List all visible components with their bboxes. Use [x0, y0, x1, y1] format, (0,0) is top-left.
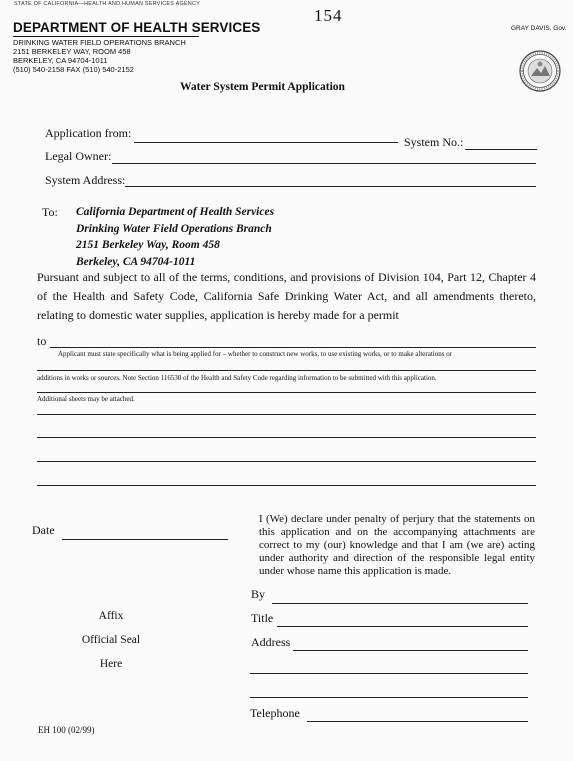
official-seal-area — [56, 604, 166, 676]
permit-purpose-line-4[interactable] — [37, 414, 536, 415]
title-label: Title — [251, 611, 274, 625]
to-label: To: — [42, 205, 58, 219]
application-from-label: Application from: — [45, 126, 132, 140]
state-seal-icon — [519, 50, 561, 92]
permit-purpose-line-6[interactable] — [37, 461, 536, 462]
recipient-address — [76, 204, 274, 270]
form-number: EH 100 (02/99) — [38, 725, 95, 735]
address-field-line-1[interactable] — [293, 650, 528, 651]
legal-owner-label: Legal Owner: — [45, 149, 112, 163]
telephone-field[interactable] — [307, 721, 528, 722]
perjury-declaration: I (We) declare under penalty of perjury that the statements on this application and on the accompanying attachments are correct to my (our) knowledge and that I am (we are) acting under authority and direction of the responsible legal entity under whose name this application is made. — [259, 513, 535, 577]
date-field[interactable] — [62, 539, 228, 540]
title-field[interactable] — [277, 626, 528, 627]
recipient-line-3: 2151 Berkeley Way, Room 458 — [76, 239, 220, 251]
address-field-line-3[interactable] — [250, 697, 528, 698]
application-from-field[interactable] — [134, 142, 398, 143]
to-word: to — [37, 334, 47, 348]
date-label: Date — [32, 523, 55, 537]
application-statement: Pursuant and subject to all of the terms, conditions, and provisions of Division 104, Part 12, Chapter 4 of the Health and Safety Code, California Safe Drinking Water Act, and all amendments thereto, relating to domestic water supplies, application is hereby made for a permit — [37, 270, 536, 322]
address-line-street: 2151 BERKELEY WAY, ROOM 458 — [13, 47, 131, 56]
by-field[interactable] — [272, 603, 528, 604]
recipient-line-2: Drinking Water Field Operations Branch — [76, 222, 272, 235]
department-title: DEPARTMENT OF HEALTH SERVICES — [13, 20, 261, 35]
system-no-field[interactable] — [465, 149, 537, 150]
agency-line: STATE OF CALIFORNIA—HEALTH AND HUMAN SERVICES AGENCY — [14, 1, 201, 7]
recipient-line-4: Berkeley, CA 94704-1011 — [76, 255, 196, 268]
instruction-line-2: additions in works or sources. Note Section 116530 of the Health and Safety Code regarding information to be submitted with this application. — [37, 374, 437, 382]
address-field-line-2[interactable] — [250, 673, 528, 674]
governor-name: GRAY DAVIS, Gov. — [511, 25, 567, 32]
page-number: 154 — [314, 6, 343, 25]
department-rule — [13, 36, 199, 37]
instruction-line-1: Applicant must state specifically what is being applied for – whether to construct new works, to use existing works, or to make alterations or — [58, 350, 453, 358]
address-line-phone: (510) 540-2158 FAX (510) 540-2152 — [13, 65, 134, 74]
system-address-label: System Address: — [45, 173, 126, 187]
legal-owner-field[interactable] — [112, 163, 536, 164]
form-title: Water System Permit Application — [180, 81, 345, 93]
system-no-label: System No.: — [404, 135, 464, 149]
permit-purpose-line-2[interactable] — [37, 370, 536, 371]
permit-purpose-line-1[interactable] — [50, 347, 536, 348]
seal-text-affix: Affix — [98, 610, 124, 622]
address-line-branch: DRINKING WATER FIELD OPERATIONS BRANCH — [13, 38, 186, 47]
system-address-field[interactable] — [125, 186, 536, 187]
permit-purpose-line-3[interactable] — [37, 392, 536, 393]
seal-text-official-seal: Official Seal — [81, 634, 141, 646]
telephone-label: Telephone — [250, 706, 300, 720]
seal-text-here: Here — [99, 658, 123, 670]
permit-purpose-line-5[interactable] — [37, 437, 536, 438]
permit-purpose-line-7[interactable] — [37, 485, 536, 486]
instruction-line-3: Additional sheets may be attached. — [37, 395, 135, 403]
address-label: Address — [251, 635, 291, 649]
address-line-city: BERKELEY, CA 94704-1011 — [13, 56, 108, 65]
by-label: By — [251, 587, 266, 601]
recipient-line-1: California Department of Health Services — [76, 206, 275, 218]
